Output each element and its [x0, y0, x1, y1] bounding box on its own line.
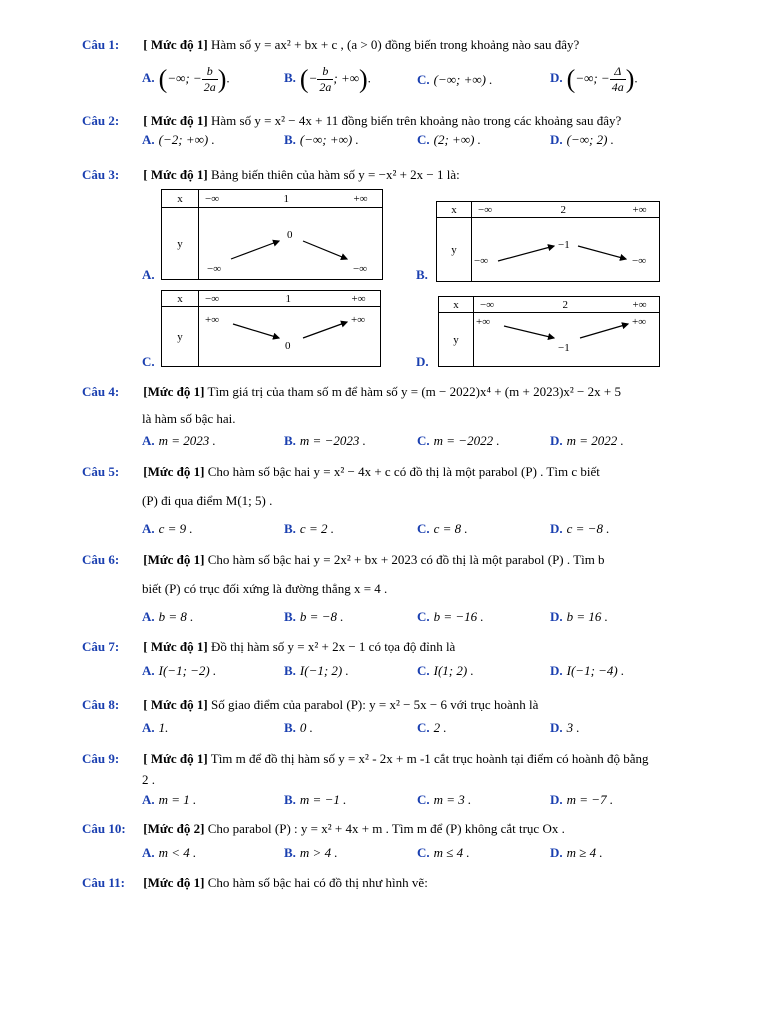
question-7-options: [142, 663, 702, 683]
question-text: Cho parabol (P) : y = x² + 4x + m . Tìm m để (P) không cắt trục Ox .: [207, 821, 565, 836]
option-c[interactable]: C. (2; +∞) .: [417, 132, 481, 147]
difficulty-level: [ Mức độ 1]: [143, 37, 208, 52]
question-number: Câu 9:: [82, 751, 120, 766]
variation-table-c: x −∞ 1 +∞ y +∞ 0 +∞: [161, 290, 381, 366]
option-d[interactable]: D. c = −8 .: [550, 521, 610, 536]
difficulty-level: [ Mức độ 1]: [143, 113, 208, 128]
question-10-options: [142, 845, 702, 865]
question-text: Hàm số y = x² − 4x + 11 đồng biến trên khoảng nào trong các khoảng sau đây?: [210, 113, 622, 128]
option-a[interactable]: A. I(−1; −2) .: [142, 663, 217, 678]
question-8-options: [142, 720, 702, 740]
option-c-label[interactable]: C.: [142, 354, 155, 369]
difficulty-level: [ Mức độ 1]: [143, 639, 208, 654]
option-b[interactable]: B. m > 4 .: [284, 845, 338, 860]
variation-arrows: [438, 296, 660, 366]
question-11: [82, 874, 728, 892]
question-6-options: [142, 609, 702, 629]
question-4-options: [142, 433, 702, 453]
option-b-label[interactable]: B.: [416, 267, 428, 282]
question-4-continuation: là hàm số bậc hai.: [142, 411, 236, 426]
variation-arrows: [161, 189, 383, 279]
question-7: [82, 638, 728, 656]
variation-table-b: x −∞ 2 +∞ y −1 −∞ −∞: [436, 201, 660, 281]
option-d[interactable]: D. I(−1; −4) .: [550, 663, 625, 678]
question-4: [82, 383, 728, 401]
option-b[interactable]: B. m = −2023 .: [284, 433, 366, 448]
option-a[interactable]: A. m = 1 .: [142, 792, 197, 807]
option-c[interactable]: C. c = 8 .: [417, 521, 468, 536]
variation-table-d: x −∞ 2 +∞ y +∞ −1 +∞: [438, 296, 660, 366]
question-9-continuation: 2 .: [142, 772, 155, 787]
question-1-options: [142, 64, 702, 98]
question-number: Câu 7:: [82, 639, 120, 654]
question-text: Đồ thị hàm số y = x² + 2x − 1 có tọa độ đỉnh là: [210, 639, 456, 654]
option-a[interactable]: A. 1.: [142, 720, 169, 735]
question-text: Tìm giá trị của tham số m để hàm số y = (m − 2022)x⁴ + (m + 2023)x² − 2x + 5: [207, 384, 621, 399]
question-1: [82, 36, 728, 54]
question-8: [82, 696, 728, 714]
question-number: Câu 4:: [82, 384, 120, 399]
question-3: [82, 166, 728, 184]
question-10: [82, 820, 728, 838]
option-a[interactable]: A. b = 8 .: [142, 609, 194, 624]
question-2: [82, 112, 728, 130]
question-2-options: [142, 132, 702, 152]
question-5-continuation: (P) đi qua điểm M(1; 5) .: [142, 493, 273, 508]
option-b[interactable]: B. (−∞; +∞) .: [284, 132, 359, 147]
question-number: Câu 5:: [82, 464, 120, 479]
question-text: Bảng biến thiên của hàm số y = −x² + 2x − 1 là:: [210, 167, 460, 182]
variation-arrows: [436, 201, 660, 281]
difficulty-level: [Mức độ 1]: [143, 552, 205, 567]
difficulty-level: [Mức độ 1]: [143, 875, 205, 890]
option-a[interactable]: A. (−2; +∞) .: [142, 132, 215, 147]
difficulty-level: [ Mức độ 1]: [143, 167, 208, 182]
option-d-label[interactable]: D.: [416, 354, 429, 369]
option-d[interactable]: D. m = 2022 .: [550, 433, 624, 448]
difficulty-level: [Mức độ 1]: [143, 384, 205, 399]
question-number: Câu 8:: [82, 697, 120, 712]
option-a[interactable]: A. c = 9 .: [142, 521, 193, 536]
question-5: [82, 463, 728, 481]
option-d[interactable]: D. m = −7 .: [550, 792, 614, 807]
option-b[interactable]: B. c = 2 .: [284, 521, 334, 536]
question-6: [82, 551, 728, 569]
question-text: Cho hàm số bậc hai y = 2x² + bx + 2023 có đồ thị là một parabol (P) . Tìm b: [207, 552, 605, 567]
question-9: [82, 750, 728, 768]
option-c[interactable]: C. m = 3 .: [417, 792, 472, 807]
question-text: Cho hàm số bậc hai y = x² − 4x + c có đồ thị là một parabol (P) . Tìm c biết: [207, 464, 600, 479]
difficulty-level: [Mức độ 2]: [143, 821, 205, 836]
option-b[interactable]: B. m = −1 .: [284, 792, 347, 807]
option-c[interactable]: C. (−∞; +∞) .: [417, 72, 493, 87]
question-text: Cho hàm số bậc hai có đồ thị như hình vẽ:: [207, 875, 428, 890]
option-c[interactable]: C. m ≤ 4 .: [417, 845, 470, 860]
option-b[interactable]: B. b = −8 .: [284, 609, 344, 624]
option-d[interactable]: D. m ≥ 4 .: [550, 845, 603, 860]
option-a[interactable]: A. (−∞; − $\frac{b}{2a}$ ).: [142, 64, 230, 94]
question-text: Tìm m để đồ thị hàm số y = x² - 2x + m -1 cắt trục hoành tại điểm có hoành độ bằng: [210, 751, 649, 766]
option-c[interactable]: C. m = −2022 .: [417, 433, 500, 448]
question-text: Số giao điểm của parabol (P): y = x² − 5x − 6 với trục hoành là: [210, 697, 539, 712]
question-number: Câu 1:: [82, 37, 120, 52]
question-number: Câu 11:: [82, 875, 125, 890]
option-d[interactable]: D. b = 16 .: [550, 609, 608, 624]
option-d[interactable]: D. 3 .: [550, 720, 580, 735]
question-6-continuation: biết (P) có trục đối xứng là đường thẳng x = 4 .: [142, 581, 388, 596]
option-c[interactable]: C. 2 .: [417, 720, 447, 735]
option-b[interactable]: B. I(−1; 2) .: [284, 663, 349, 678]
option-a[interactable]: A. m < 4 .: [142, 845, 197, 860]
difficulty-level: [ Mức độ 1]: [143, 751, 208, 766]
question-9-options: [142, 792, 702, 812]
question-5-options: [142, 521, 702, 541]
question-number: Câu 6:: [82, 552, 120, 567]
question-text: Hàm số y = ax² + bx + c , (a > 0) đồng biến trong khoảng nào sau đây?: [210, 37, 580, 52]
variation-arrows: [161, 290, 381, 366]
question-number: Câu 2:: [82, 113, 120, 128]
option-c[interactable]: C. I(1; 2) .: [417, 663, 474, 678]
option-a-label[interactable]: A.: [142, 267, 155, 282]
question-number: Câu 10:: [82, 821, 126, 836]
option-a[interactable]: A. m = 2023 .: [142, 433, 216, 448]
option-b[interactable]: B. (− $\frac{b}{2a}$ ; +∞).: [284, 64, 371, 94]
difficulty-level: [ Mức độ 1]: [143, 697, 208, 712]
option-d[interactable]: D. (−∞; − $\frac{\Delta}{4a}$ ).: [550, 64, 638, 94]
variation-table-a: x −∞ 1 +∞ y 0 −∞ −∞: [161, 189, 383, 279]
option-c[interactable]: C. b = −16 .: [417, 609, 484, 624]
option-d[interactable]: D. (−∞; 2) .: [550, 132, 614, 147]
option-b[interactable]: B. 0 .: [284, 720, 313, 735]
question-number: Câu 3:: [82, 167, 120, 182]
difficulty-level: [Mức độ 1]: [143, 464, 205, 479]
